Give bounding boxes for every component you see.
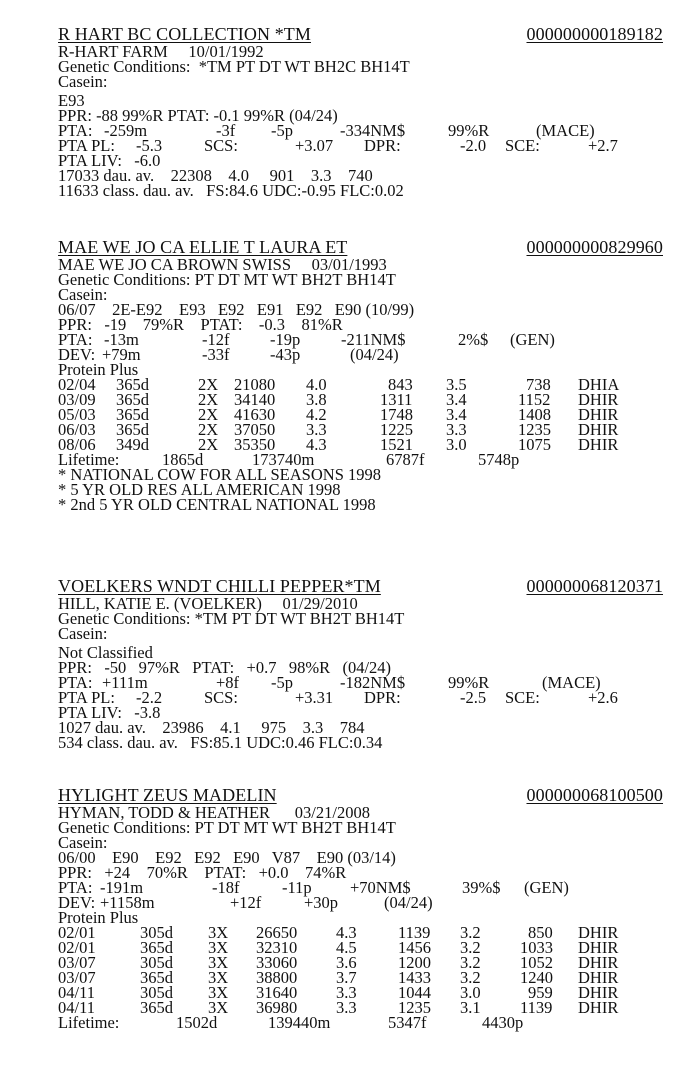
record-cell: 3.3 [306,420,327,439]
record-cell: 1521 [380,435,413,454]
record-line [58,1000,663,1015]
record-line: 17033 dau. av. 22308 4.0 901 3.3 740 [58,166,373,185]
record-cell: 4.3 [336,923,357,942]
record-cell: -13m [104,330,139,349]
record-cell: +1158m [100,893,155,912]
record-cell: DHIR [578,435,619,454]
record-cell: 1200 [398,953,431,972]
record-cell: 5748p [478,450,520,469]
record-line: Protein Plus [58,908,139,927]
record-cell: 365d [140,968,173,987]
entry-header [58,576,663,596]
record-cell: 1748 [380,405,413,424]
record-line: 534 class. dau. av. FS:85.1 UDC:0.46 FLC:0.34 [58,733,383,752]
record-cell: Lifetime: [58,450,120,469]
record-cell: SCS: [204,688,238,707]
record-cell: DEV: [58,893,96,912]
record-cell: 3.3 [446,420,467,439]
record-cell: PTA PL: [58,136,115,155]
record-cell: 3.4 [446,390,467,409]
record-line: * NATIONAL COW FOR ALL SEASONS 1998 [58,465,381,484]
record-cell: 3X [208,983,229,1002]
record-cell: +8f [216,673,240,692]
record-cell: 3X [208,953,229,972]
record-cell: 2X [198,420,219,439]
record-cell: -259m [104,121,148,140]
registration-number: 000000000189182 [526,24,663,44]
record-cell: 02/01 [58,938,96,957]
record-line: Not Classified [58,643,153,662]
record-cell: 1152 [518,390,551,409]
record-cell: 3.3 [336,983,357,1002]
record-cell: 3.2 [460,968,481,987]
record-line: PPR: -50 97%R PTAT: +0.7 98%R (04/24) [58,658,392,677]
record-cell: (GEN) [524,878,569,897]
record-line: HYMAN, TODD & HEATHER 03/21/2008 [58,803,370,822]
animal-entry [58,576,663,750]
record-cell: 02/04 [58,375,96,394]
record-cell: 959 [528,983,553,1002]
record-cell: 3X [208,923,229,942]
record-cell: SCS: [204,136,238,155]
record-cell: 365d [140,938,173,957]
record-cell: SCE: [505,688,540,707]
record-line: * 5 YR OLD RES ALL AMERICAN 1998 [58,480,341,499]
record-cell: 3.2 [460,953,481,972]
record-cell: DPR: [364,136,401,155]
record-cell: 99%R [448,673,490,692]
record-cell: 1052 [520,953,553,972]
record-cell: 1139 [398,923,431,942]
record-cell: 04/11 [58,998,95,1017]
record-cell: 35350 [234,435,276,454]
record-cell: DHIR [578,420,619,439]
record-cell: -191m [100,878,144,897]
record-cell: 1075 [518,435,551,454]
record-cell: -5p [271,673,293,692]
record-cell: 32310 [256,938,298,957]
record-cell: (MACE) [536,121,595,140]
record-line [58,895,663,910]
record-cell: PTA: [58,878,93,897]
record-cell: 36980 [256,998,298,1017]
animal-name: HYLIGHT ZEUS MADELIN [58,785,277,805]
record-cell: 349d [116,435,149,454]
record-cell: +12f [230,893,262,912]
record-line: Casein: [58,833,108,852]
record-cell: 34140 [234,390,276,409]
registration-number: 000000068120371 [526,576,663,596]
record-cell: PPR: -88 99%R PTAT: -0.1 99%R (04/24) [58,106,338,125]
record-cell: -5.3 [136,136,163,155]
record-line: HILL, KATIE E. (VOELKER) 01/29/2010 [58,594,358,613]
record-line: 06/07 2E-E92 E93 E92 E91 E92 E90 (10/99) [58,300,415,319]
record-cell: DHIA [578,375,620,394]
record-line: PPR: -19 79%R PTAT: -0.3 81%R [58,315,343,334]
record-cell: PTA: [58,330,93,349]
record-line: Genetic Conditions: *TM PT DT WT BH2C BH14T [58,57,410,76]
record-cell: -18f [212,878,240,897]
record-cell: 1240 [520,968,553,987]
record-cell: 3.2 [460,938,481,957]
record-cell: 738 [526,375,551,394]
registration-number: 000000068100500 [526,785,663,805]
record-cell: 05/03 [58,405,96,424]
record-line: PTA LIV: -6.0 [58,151,161,170]
record-cell: DHIR [578,953,619,972]
record-cell: (04/24) [384,893,433,912]
record-cell: 4430p [482,1013,524,1032]
record-line: Genetic Conditions: PT DT MT WT BH2T BH14T [58,270,396,289]
record-cell: SCE: [505,136,540,155]
record-cell: 99%R [448,121,490,140]
record-cell: -33f [202,345,230,364]
record-cell: 365d [140,998,173,1017]
record-cell: 1033 [520,938,553,957]
record-cell: -5p [271,121,293,140]
record-line: Casein: [58,285,108,304]
record-cell: 1865d [162,450,204,469]
record-cell: +70NM$ [350,878,411,897]
animal-name: R HART BC COLLECTION *TM [58,24,311,44]
record-cell: 365d [116,375,149,394]
record-cell: +2.6 [588,688,618,707]
record-cell: 1044 [398,983,431,1002]
record-cell: 21080 [234,375,276,394]
record-cell: -211NM$ [341,330,406,349]
record-line: R-HART FARM 10/01/1992 [58,42,264,61]
record-cell: 1235 [518,420,551,439]
record-cell: PTA: [58,121,93,140]
record-cell: +2.7 [588,136,618,155]
record-cell: Lifetime: [58,1013,120,1032]
record-cell: DEV: [58,345,96,364]
record-cell: PTA PL: [58,688,115,707]
record-cell: 3.4 [446,405,467,424]
record-cell: DHIR [578,390,619,409]
record-cell: 4.0 [306,375,327,394]
record-cell: -182NM$ [340,673,406,692]
record-cell: 305d [140,983,173,1002]
record-line: MAE WE JO CA BROWN SWISS 03/01/1993 [58,255,387,274]
record-line: Genetic Conditions: *TM PT DT WT BH2T BH14T [58,609,405,628]
record-cell: PTA: [58,673,93,692]
record-line: Protein Plus [58,360,139,379]
record-cell: 3.0 [446,435,467,454]
record-cell: 365d [116,405,149,424]
record-cell: 37050 [234,420,276,439]
record-cell: 31640 [256,983,298,1002]
record-cell: 02/01 [58,923,96,942]
record-cell: +3.31 [295,688,334,707]
record-cell: +79m [102,345,141,364]
record-cell: 1139 [520,998,553,1017]
entry-header [58,237,663,257]
record-cell: +30p [304,893,339,912]
record-cell: 139440m [268,1013,331,1032]
record-cell: 26650 [256,923,298,942]
record-cell: 4.2 [306,405,327,424]
record-cell: -3f [216,121,236,140]
record-cell: 3.5 [446,375,467,394]
record-cell: 1408 [518,405,551,424]
record-cell: -12f [202,330,230,349]
record-cell: 5347f [388,1013,427,1032]
animal-name: VOELKERS WNDT CHILLI PEPPER*TM [58,576,381,596]
record-cell: 04/11 [58,983,95,1002]
record-cell: 1502d [176,1013,218,1032]
record-line [58,347,663,362]
record-cell: 2X [198,405,219,424]
record-cell: DHIR [578,983,619,1002]
record-line: E93 [58,91,85,110]
record-line: PTA LIV: -3.8 [58,703,161,722]
record-cell: -2.0 [460,136,487,155]
record-line: Casein: [58,624,108,643]
record-cell: 3.2 [460,923,481,942]
registration-number: 000000000829960 [526,237,663,257]
record-cell: 33060 [256,953,298,972]
entry-header [58,785,663,805]
record-cell: 3.0 [460,983,481,1002]
record-cell: 305d [140,923,173,942]
record-cell: -19p [270,330,301,349]
record-cell: -334NM$ [340,121,406,140]
record-line: 1027 dau. av. 23986 4.1 975 3.3 784 [58,718,365,737]
record-cell: 39%$ [462,878,501,897]
record-cell: DHIR [578,968,619,987]
record-cell: 03/07 [58,968,96,987]
record-cell: 3X [208,938,229,957]
record-cell: 1235 [398,998,431,1017]
record-cell: 2X [198,435,219,454]
record-cell: 3.3 [336,998,357,1017]
record-cell: 3.1 [460,998,481,1017]
record-cell: 1225 [380,420,413,439]
record-cell: 08/06 [58,435,96,454]
record-cell: 4.5 [336,938,357,957]
record-cell: 1433 [398,968,431,987]
record-cell: (MACE) [542,673,601,692]
record-cell: 03/09 [58,390,96,409]
record-cell: DPR: [364,688,401,707]
record-cell: -2.5 [460,688,487,707]
record-cell: 2X [198,375,219,394]
record-cell: DHIR [578,405,619,424]
record-cell: 365d [116,390,149,409]
record-cell: 843 [388,375,413,394]
record-line: 06/00 E90 E92 E92 E90 V87 E90 (03/14) [58,848,396,867]
animal-entry [58,785,663,1030]
record-cell: 3.7 [336,968,357,987]
record-line [58,437,663,452]
record-cell: 1311 [380,390,413,409]
record-cell: 6787f [386,450,425,469]
entry-header [58,24,663,44]
record-cell: (04/24) [350,345,399,364]
record-cell: 03/07 [58,953,96,972]
record-line: Casein: [58,72,108,91]
record-line: * 2nd 5 YR OLD CENTRAL NATIONAL 1998 [58,495,376,514]
record-cell: 365d [116,420,149,439]
animal-entry [58,237,663,512]
record-cell: DHIR [578,998,619,1017]
record-line: Genetic Conditions: PT DT MT WT BH2T BH14T [58,818,396,837]
record-cell: 41630 [234,405,276,424]
record-cell: +111m [102,673,148,692]
record-cell: DHIR [578,923,619,942]
record-cell: -43p [270,345,301,364]
record-cell: +3.07 [295,136,334,155]
record-cell: 3.6 [336,953,357,972]
record-cell: 3X [208,998,229,1017]
record-cell: 38800 [256,968,298,987]
record-cell: 4.3 [306,435,327,454]
record-cell: 3.8 [306,390,327,409]
record-cell: 2X [198,390,219,409]
record-cell: 1456 [398,938,431,957]
record-cell: DHIR [578,938,619,957]
record-cell: (GEN) [510,330,555,349]
record-line: PPR: +24 70%R PTAT: +0.0 74%R [58,863,347,882]
record-cell: 06/03 [58,420,96,439]
record-line: 11633 class. dau. av. FS:84.6 UDC:-0.95 FLC:0.02 [58,181,404,200]
animal-name: MAE WE JO CA ELLIE T LAURA ET [58,237,348,257]
record-cell: 2%$ [458,330,489,349]
record-cell: 850 [528,923,553,942]
animal-entry [58,24,663,198]
record-line [58,1015,663,1030]
record-cell: 3X [208,968,229,987]
record-cell: -11p [282,878,312,897]
record-cell: -2.2 [136,688,163,707]
record-cell: 305d [140,953,173,972]
record-cell: 173740m [252,450,315,469]
